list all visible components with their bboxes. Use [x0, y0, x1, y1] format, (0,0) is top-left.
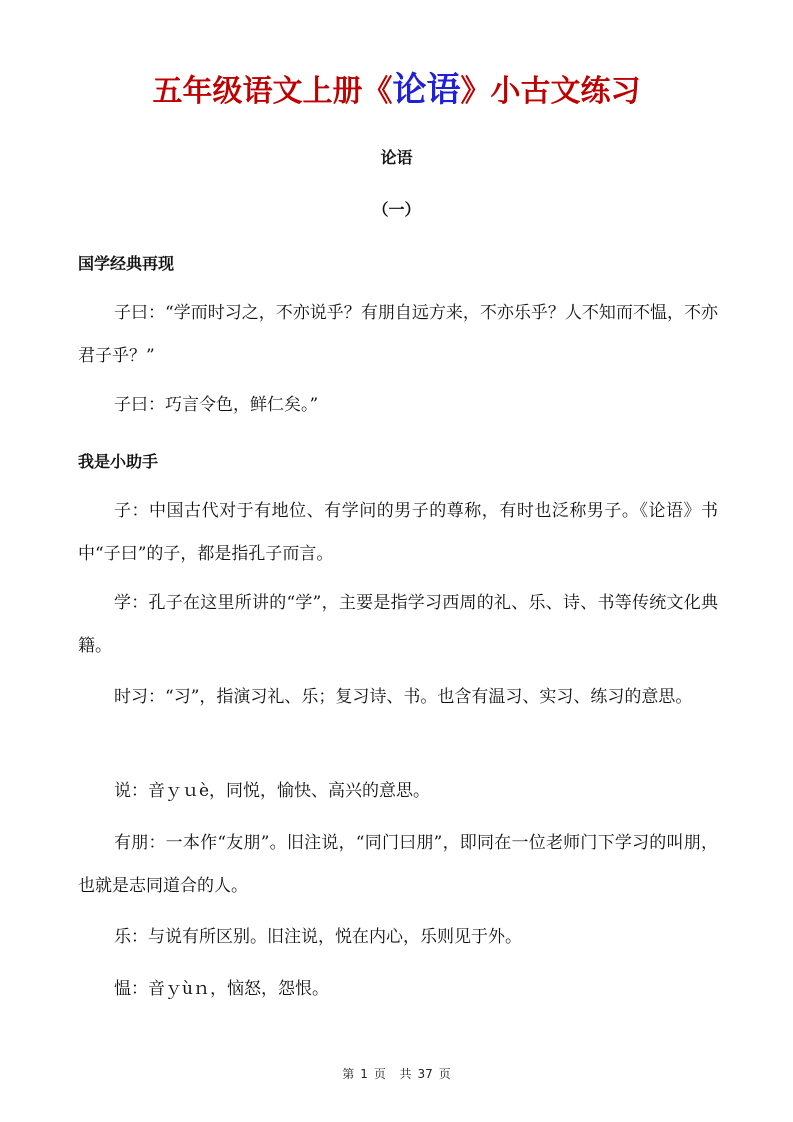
- section-heading-classics: 国学经典再现: [78, 254, 175, 273]
- footer-total-prefix: 共: [399, 1067, 412, 1081]
- paragraph-classic-1: 子曰：“学而时习之，不亦说乎？有朋自远方来，不亦乐乎？人不知而不愠，不亦君子乎？”: [78, 303, 718, 366]
- paragraph-note-youpeng: 有朋：一本作“友朋”。旧注说，“同门曰朋”，即同在一位老师门下学习的叫朋，也就是志同道合的人。: [78, 833, 718, 896]
- title-after: 》小古文练习: [460, 74, 641, 109]
- paragraph-note-yun: 愠：音ｙùｎ，恼怒，怨恨。: [114, 979, 329, 999]
- paragraph-classic-2: 子曰：巧言令色，鲜仁矣。”: [114, 395, 319, 415]
- paragraph-note-yue: 说：音ｙｕè，同悦，愉快、高兴的意思。: [114, 781, 431, 801]
- paragraph-note-zi: 子：中国古代对于有地位、有学问的男子的尊称，有时也泛称男子。《论语》书中“子曰”的子，都是指孔子而言。: [78, 501, 718, 564]
- paragraph-note-le: 乐：与说有所区别。旧注说，悦在内心，乐则见于外。: [114, 927, 522, 947]
- footer-page-number: 1: [360, 1067, 368, 1081]
- part-label: （一）: [372, 200, 421, 219]
- footer-page-prefix: 第: [342, 1067, 355, 1081]
- paragraph-note-xue: 学：孔子在这里所讲的“学”，主要是指学习西周的礼、乐、诗、书等传统文化典籍。: [78, 593, 718, 656]
- footer-total-suffix: 页: [438, 1067, 451, 1081]
- page-title: [0, 68, 793, 114]
- title-highlight: 论语: [392, 70, 461, 110]
- paragraph-note-shixi: 时习：“习”，指演习礼、乐；复习诗、书。也含有温习、实习、练习的意思。: [114, 687, 693, 707]
- section-heading-helper: 我是小助手: [78, 452, 159, 471]
- page-footer: [0, 1065, 793, 1083]
- footer-page-suffix: 页: [373, 1067, 386, 1081]
- subtitle: 论语: [380, 148, 413, 167]
- footer-total-pages: 37: [417, 1067, 433, 1081]
- title-before: 五年级语文上册《: [152, 74, 393, 109]
